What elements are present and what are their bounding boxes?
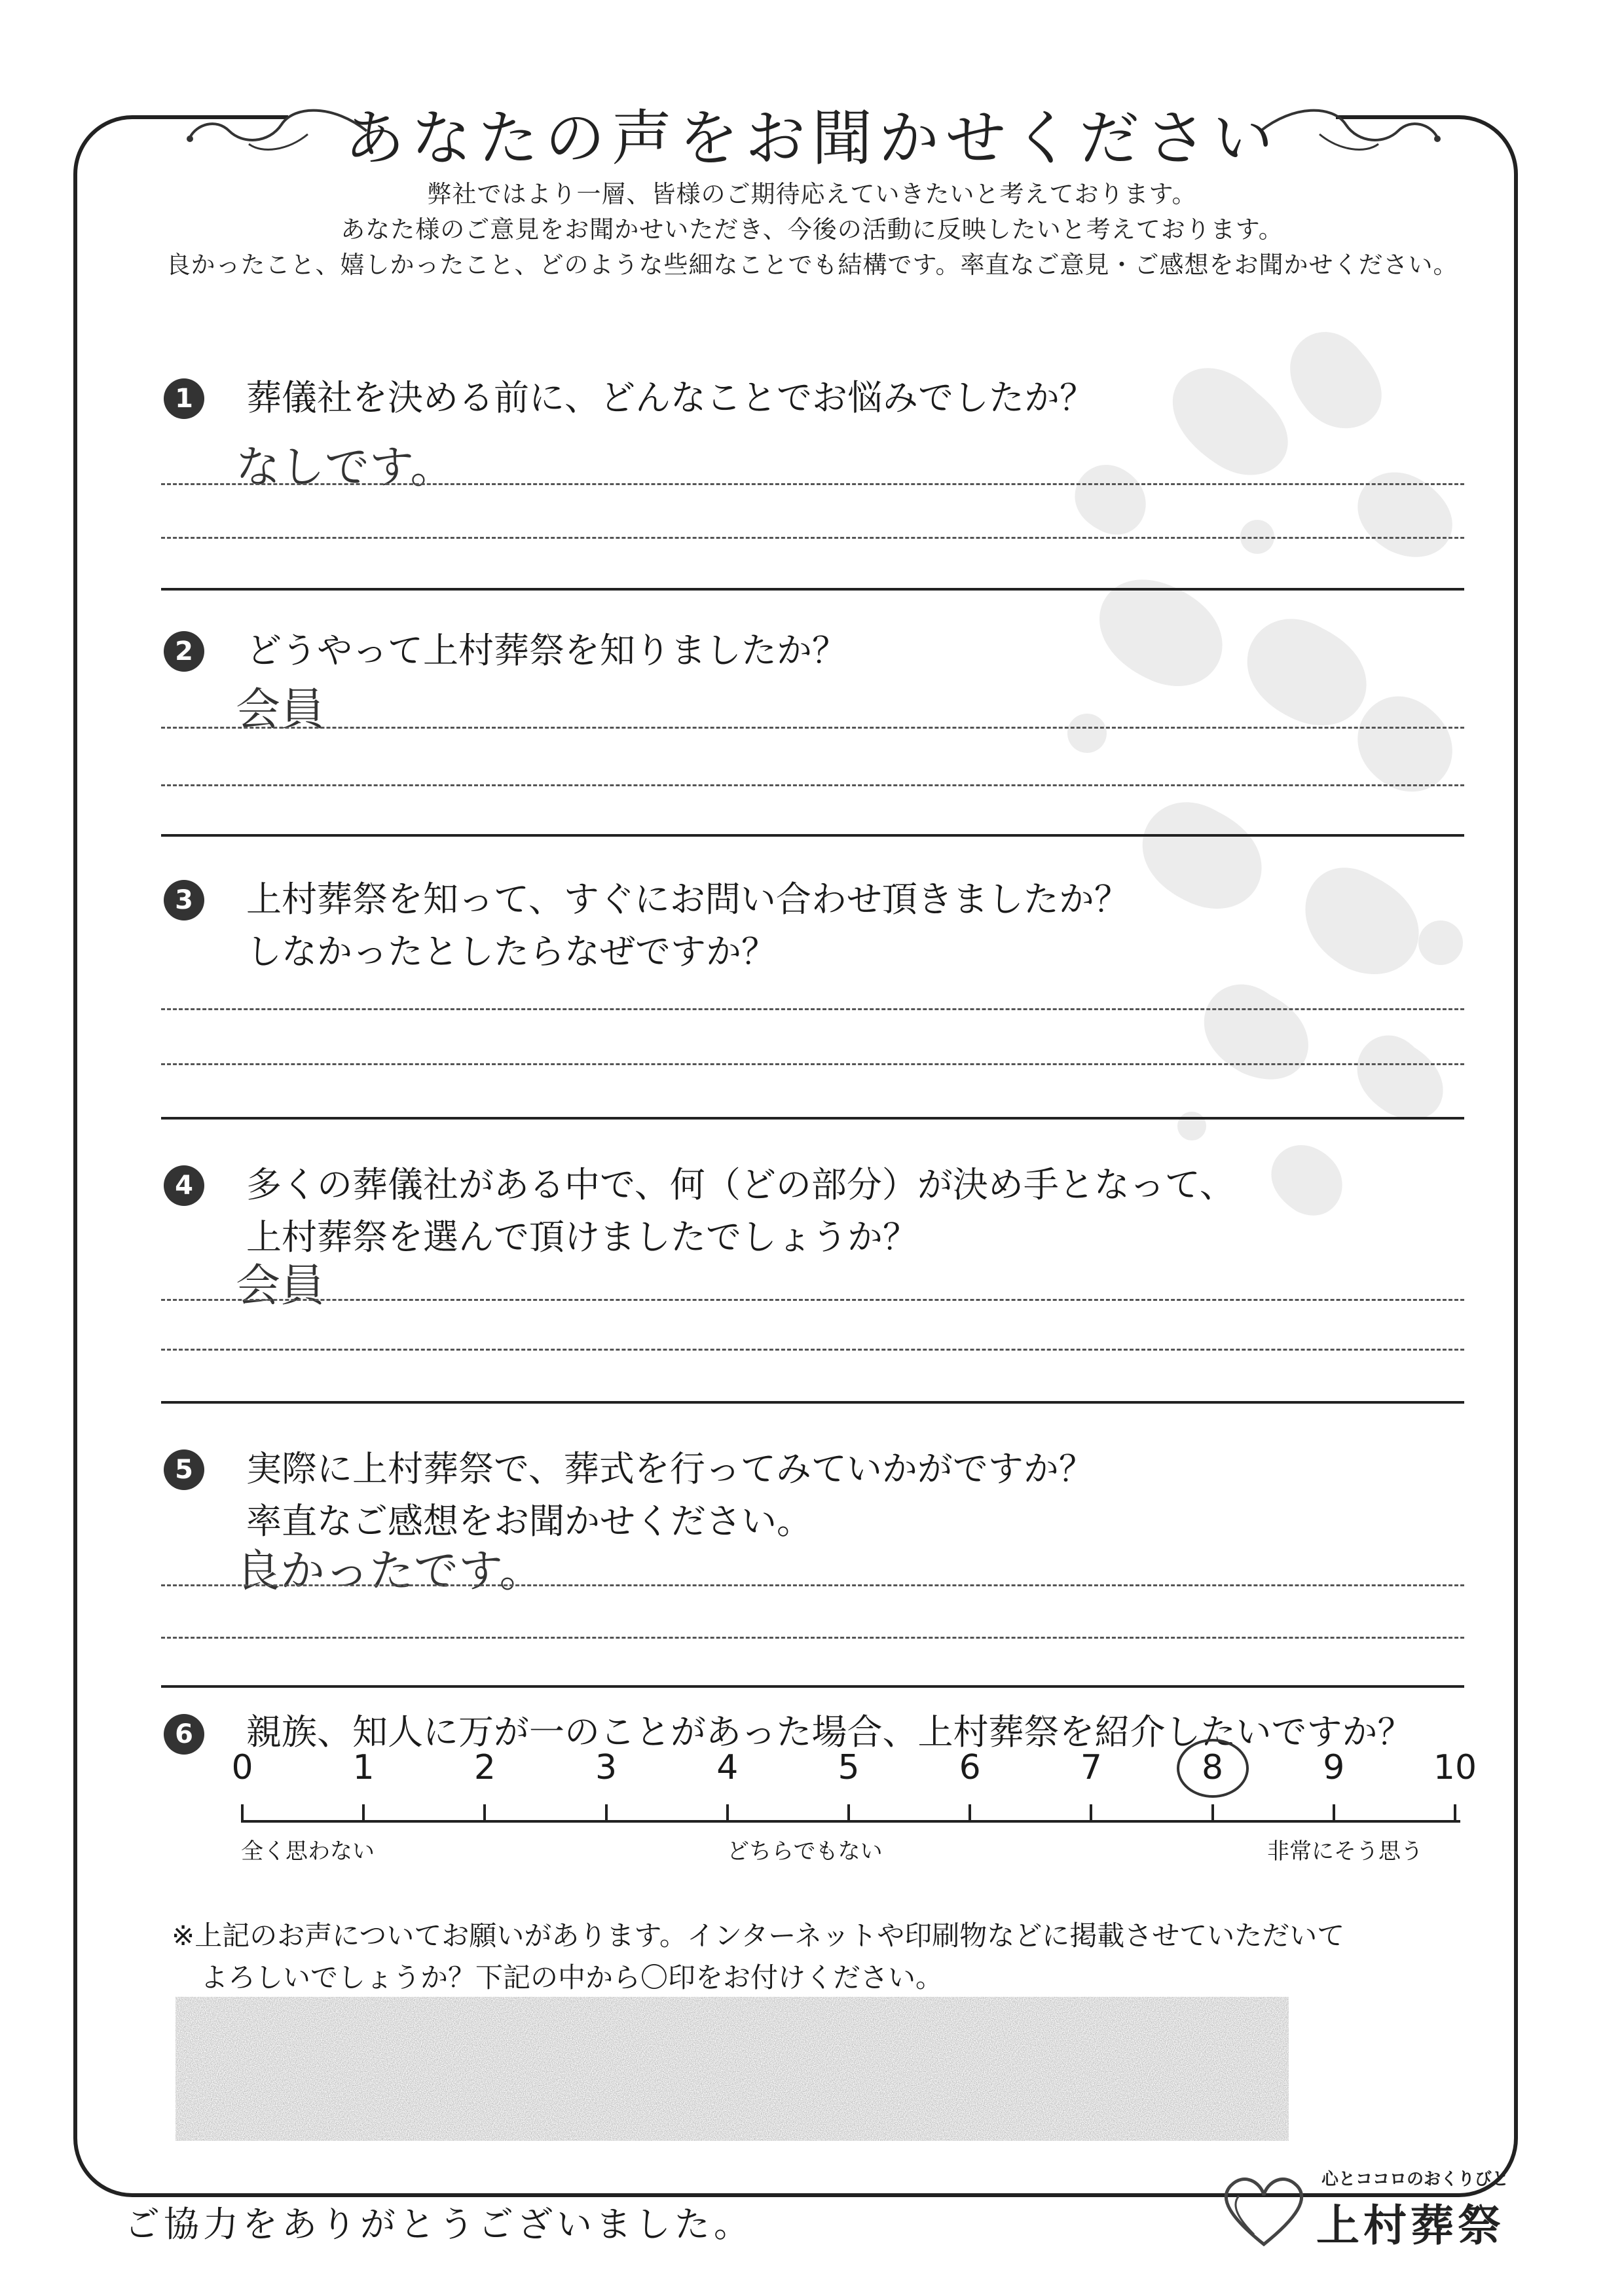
handwritten-answer: 会員 — [236, 684, 325, 736]
question-number-badge: 3 — [164, 880, 204, 920]
scale-tick — [847, 1804, 850, 1820]
question-line: しなかったとしたらなぜですか？ — [246, 931, 777, 972]
scale-tick-label: 6 — [959, 1748, 981, 1787]
thanks-message: ご協力をありがとうございました。 — [124, 2204, 753, 2245]
scale-tick-label: 3 — [595, 1748, 618, 1787]
scale-label-low: 全く思わない — [241, 1838, 375, 1865]
question-number-badge: 2 — [164, 631, 204, 672]
question-line: 上村葬祭を知って、すぐにお問い合わせ頂きましたか？ — [246, 879, 1130, 920]
scale-tick-label: 7 — [1080, 1748, 1102, 1787]
scale-tick — [362, 1804, 365, 1820]
company-logo-name: 上村葬祭 — [1316, 2200, 1505, 2251]
answer-line — [161, 1063, 1464, 1065]
scale-tick-label: 10 — [1433, 1748, 1477, 1787]
scale-tick — [1333, 1804, 1335, 1820]
scale-tick — [1454, 1804, 1456, 1820]
answer-line — [161, 1008, 1464, 1010]
question-line: 多くの葬儀社がある中で、何（どの部分）が決め手となって、 — [246, 1164, 1235, 1205]
scale-tick — [1211, 1804, 1214, 1820]
section-divider — [161, 588, 1464, 591]
question-line: 葬儀社を決める前に、どんなことでお悩みでしたか？ — [246, 377, 1095, 418]
logo-tagline: 心とココロのおくりびと — [1321, 2170, 1509, 2189]
question-number-badge: 5 — [164, 1449, 204, 1490]
note-line: よろしいでしょうか？下記の中から〇印をお付けください。 — [200, 1961, 944, 1994]
question-text — [246, 625, 847, 677]
answer-line — [161, 1349, 1464, 1351]
scale-tick — [605, 1804, 608, 1820]
scale-tick — [726, 1804, 729, 1820]
scale-tick-label: 1 — [352, 1748, 375, 1787]
answer-line — [161, 483, 1464, 485]
scale-tick — [483, 1804, 486, 1820]
rating-scale-line — [241, 1820, 1460, 1823]
scale-tick — [1090, 1804, 1092, 1820]
answer-line — [161, 1584, 1464, 1586]
scale-tick-label: 5 — [838, 1748, 860, 1787]
handwritten-answer: 良かったです。 — [236, 1546, 544, 1597]
question-number-badge: 6 — [164, 1714, 204, 1755]
section-divider — [161, 834, 1464, 837]
answer-line — [161, 1299, 1464, 1301]
answer-line — [161, 1637, 1464, 1639]
question-text — [246, 1443, 1094, 1548]
answer-line — [161, 784, 1464, 786]
heart-logo-icon — [1218, 2172, 1310, 2251]
intro-line: 弊社ではより一層、皆様のご期待応えていきたいと考えております。 — [427, 180, 1197, 208]
scale-label-mid: どちらでもない — [727, 1838, 883, 1865]
question-text — [246, 873, 1130, 978]
scale-tick — [969, 1804, 971, 1820]
question-line: 率直なご感想をお聞かせください。 — [246, 1501, 812, 1542]
intro-line: 良かったこと、嬉しかったこと、どのような些細なことでも結構です。率直なご意見・ご感想をお聞かせください。 — [166, 251, 1458, 279]
scale-tick-label: 8 — [1202, 1748, 1224, 1787]
question-line: 実際に上村葬祭で、葬式を行ってみていかがですか？ — [246, 1448, 1094, 1489]
intro-text — [0, 177, 1624, 283]
question-number-badge: 4 — [164, 1165, 204, 1206]
answer-line — [161, 727, 1464, 729]
scale-tick-label: 2 — [473, 1748, 496, 1787]
handwritten-answer: 会員 — [236, 1260, 325, 1312]
answer-line — [161, 537, 1464, 539]
publication-consent-note — [172, 1915, 1344, 1999]
section-divider — [161, 1685, 1464, 1688]
question-text — [246, 1159, 1235, 1264]
section-divider — [161, 1117, 1464, 1120]
question-line: 親族、知人に万が一のことがあった場合、上村葬祭を紹介したいですか？ — [246, 1711, 1413, 1753]
question-line: 上村葬祭を選んで頂けましたでしょうか？ — [246, 1216, 918, 1258]
note-line: ※上記のお声についてお願いがあります。インターネットや印刷物などに掲載させていただいて — [172, 1920, 1345, 1952]
scale-tick-label: 9 — [1323, 1748, 1345, 1787]
scale-tick — [241, 1804, 244, 1820]
intro-line: あなた様のご意見をお聞かせいただき、今後の活動に反映したいと考えております。 — [341, 215, 1283, 244]
scale-tick-label: 0 — [231, 1748, 253, 1787]
question-line: どうやって上村葬祭を知りましたか？ — [246, 630, 847, 671]
question-text — [246, 372, 1095, 424]
section-divider — [161, 1401, 1464, 1404]
scale-tick-label: 4 — [716, 1748, 739, 1787]
scale-label-high: 非常にそう思う — [1267, 1838, 1423, 1865]
page-title: あなたの声をお聞かせください — [344, 103, 1280, 173]
question-number-badge: 1 — [164, 378, 204, 419]
redacted-consent-area — [175, 1997, 1289, 2141]
handwritten-answer: なしです。 — [236, 442, 455, 494]
